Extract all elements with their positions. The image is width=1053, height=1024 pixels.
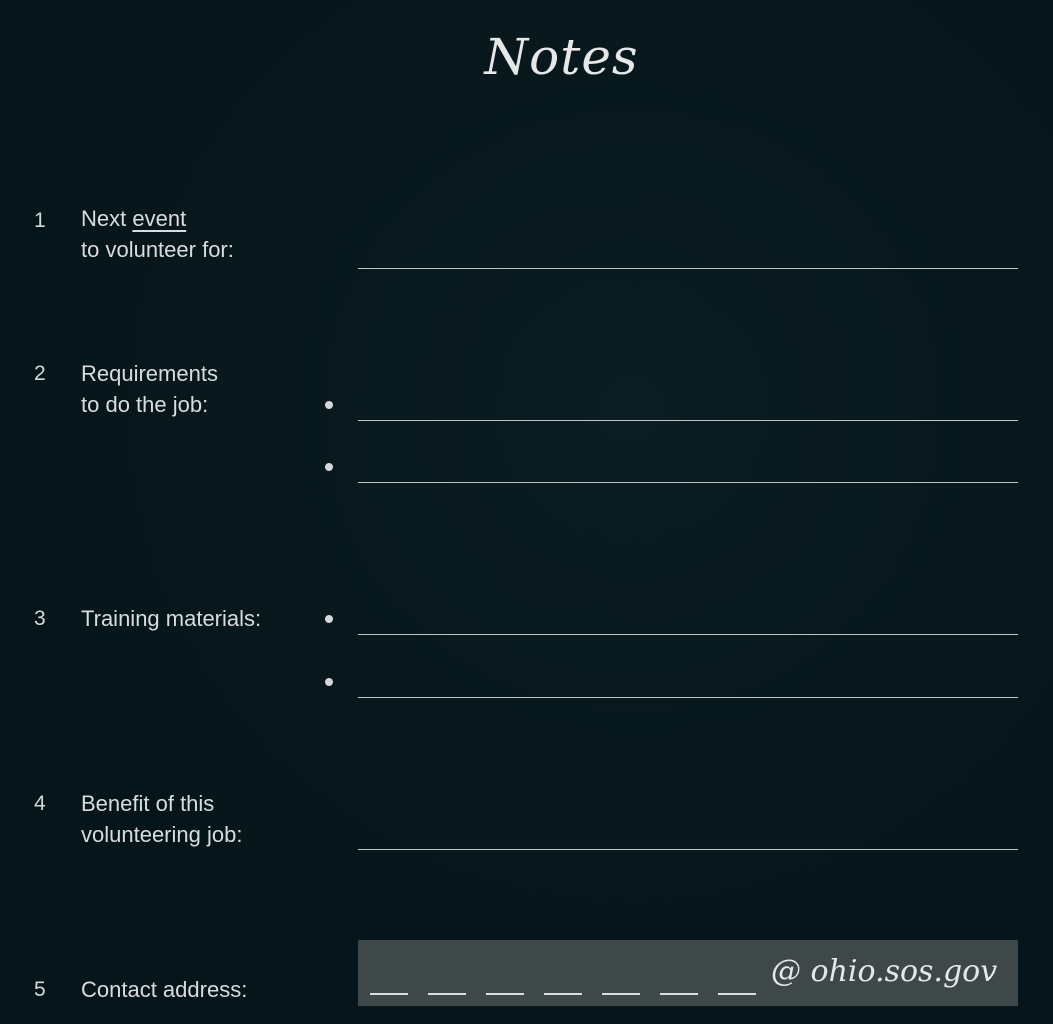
item-number-2: 2 <box>34 362 46 385</box>
item-label-1-underlined: event <box>132 206 187 231</box>
item-label-4-line2: volunteering job: <box>81 822 243 847</box>
item-label-2-line2: to do the job: <box>81 392 209 417</box>
blank-dash <box>602 993 640 995</box>
item-label-5: Contact address: <box>81 977 248 1002</box>
answer-line-3b[interactable] <box>358 697 1018 698</box>
item-number-3: 3 <box>34 607 46 630</box>
item-number-5: 5 <box>34 978 46 1001</box>
blank-dash <box>428 993 466 995</box>
bullet-2a <box>325 401 333 409</box>
answer-line-3a[interactable] <box>358 634 1018 635</box>
blank-dash <box>660 993 698 995</box>
blank-dash <box>486 993 524 995</box>
item-label-4-line1: Benefit of this <box>81 791 215 816</box>
contact-address-field[interactable] <box>358 940 1018 1006</box>
answer-line-2a[interactable] <box>358 420 1018 421</box>
item-number-4: 4 <box>34 792 46 815</box>
item-label-1-prefix: Next <box>81 206 133 231</box>
email-domain: @ ohio.sos.gov <box>771 954 998 989</box>
item-number-1: 1 <box>34 209 46 232</box>
page-title: Notes <box>484 28 639 86</box>
answer-line-2b[interactable] <box>358 482 1018 483</box>
bullet-3a <box>325 615 333 623</box>
item-label-1-line2: to volunteer for: <box>81 237 234 262</box>
item-label-1 <box>81 203 234 265</box>
bullet-2b <box>325 463 333 471</box>
answer-line-4[interactable] <box>358 849 1018 850</box>
blank-dash <box>718 993 756 995</box>
item-label-2-line1: Requirements <box>81 361 218 386</box>
blank-dash <box>370 993 408 995</box>
item-label-4 <box>81 788 242 850</box>
item-label-3: Training materials: <box>81 606 262 631</box>
item-label-2 <box>81 358 218 420</box>
blank-dash <box>544 993 582 995</box>
answer-line-1[interactable] <box>358 268 1018 269</box>
bullet-3b <box>325 678 333 686</box>
